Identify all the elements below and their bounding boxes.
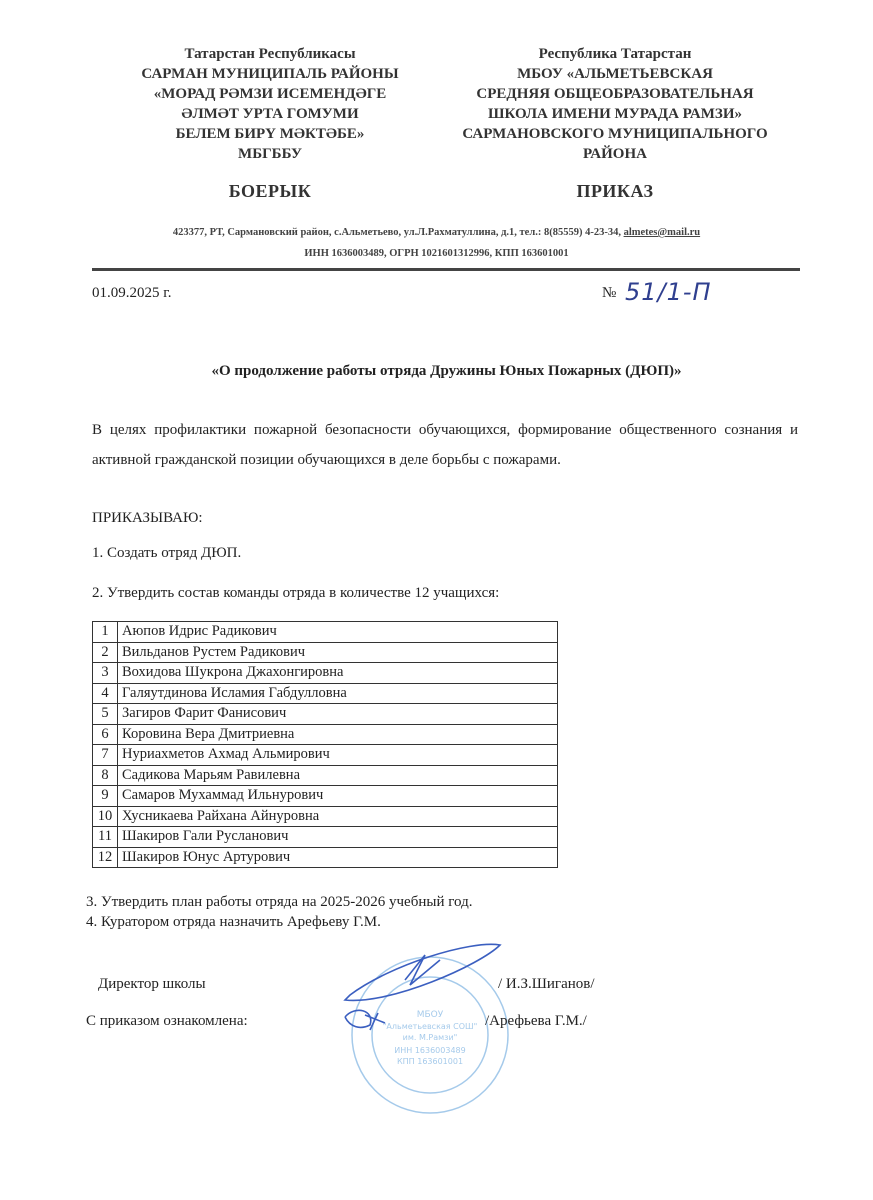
preamble: В целях профилактики пожарной безопасности обучающихся, формирование общественного сознания и активной гражданской позиции обучающихся в деле борьбы с пожарами.	[92, 422, 798, 468]
header-line: САРМАНОВСКОГО МУНИЦИПАЛЬНОГО	[462, 126, 768, 142]
header-line: МБОУ «АЛЬМЕТЬЕВСКАЯ	[517, 66, 713, 82]
header-line: Татарстан Республикасы	[184, 46, 356, 62]
header-line: Республика Татарстан	[538, 46, 692, 62]
member-name: Вохидова Шукрона Джахонгировна	[118, 663, 558, 684]
member-name: Садикова Марьям Равилевна	[118, 765, 558, 786]
header-line: МБГББУ	[238, 146, 302, 162]
member-name: Нуриахметов Ахмад Альмирович	[118, 745, 558, 766]
header-line: БЕЛЕМ БИРҮ МӘКТӘБЕ»	[175, 126, 365, 142]
order-item-1: 1. Создать отряд ДЮП.	[92, 545, 242, 561]
member-number: 7	[93, 745, 118, 766]
svg-text:МБОУ: МБОУ	[416, 1010, 444, 1020]
email-link[interactable]: almetes@mail.ru	[623, 227, 701, 238]
director-label: Директор школы	[98, 976, 206, 992]
table-row	[93, 642, 558, 663]
stamp-and-signature	[330, 935, 590, 1135]
member-number: 3	[93, 663, 118, 684]
order-number: 51/1-П	[625, 278, 712, 306]
order-item-4: 4. Куратором отряда назначить Арефьеву Г.М.	[86, 914, 381, 930]
table-row	[93, 765, 558, 786]
member-name: Самаров Мухаммад Ильнурович	[118, 786, 558, 807]
header-line: ШКОЛА ИМЕНИ МУРАДА РАМЗИ»	[487, 106, 743, 122]
table-row	[93, 827, 558, 848]
table-row	[93, 745, 558, 766]
table-row	[93, 704, 558, 725]
member-number: 9	[93, 786, 118, 807]
table-row	[93, 622, 558, 643]
table-row	[93, 806, 558, 827]
member-name: Шакиров Юнус Артурович	[118, 847, 558, 868]
order-number-label: №	[602, 285, 617, 301]
table-row	[93, 847, 558, 868]
member-number: 12	[93, 847, 118, 868]
header-line: «МОРАД РӘМЗИ ИСЕМЕНДӘГЕ	[153, 86, 387, 102]
member-number: 11	[93, 827, 118, 848]
member-name: Вильданов Рустем Радикович	[118, 642, 558, 663]
member-number: 5	[93, 704, 118, 725]
svg-text:им. М.Рамзи": им. М.Рамзи"	[402, 1033, 458, 1042]
member-number: 2	[93, 642, 118, 663]
member-name: Аюпов Идрис Радикович	[118, 622, 558, 643]
doc-title-tatar: БОЕРЫК	[228, 181, 312, 201]
order-date: 01.09.2025 г.	[92, 285, 172, 301]
header-line: СРЕДНЯЯ ОБЩЕОБРАЗОВАТЕЛЬНАЯ	[476, 86, 754, 102]
requisites: ИНН 1636003489, ОГРН 1021601312996, КПП 163601001	[304, 248, 569, 259]
doc-title-russian: ПРИКАЗ	[576, 181, 654, 201]
order-word: ПРИКАЗЫВАЮ:	[92, 510, 203, 526]
member-name: Шакиров Гали Русланович	[118, 827, 558, 848]
svg-text:КПП 163601001: КПП 163601001	[396, 1057, 464, 1066]
order-item-2: 2. Утвердить состав команды отряда в количестве 12 учащихся:	[92, 585, 500, 601]
member-number: 6	[93, 724, 118, 745]
header-line: ӘЛМӘТ УРТА ГОМУМИ	[181, 106, 359, 122]
svg-text:ИНН 1636003489: ИНН 1636003489	[394, 1046, 466, 1055]
header-line: РАЙОНА	[583, 146, 647, 162]
member-number: 1	[93, 622, 118, 643]
order-title: «О продолжение работы отряда Дружины Юных Пожарных (ДЮП)»	[211, 363, 682, 379]
member-name: Галяутдинова Исламия Габдулловна	[118, 683, 558, 704]
table-row	[93, 786, 558, 807]
member-name: Хусникаева Райхана Айнуровна	[118, 806, 558, 827]
header-left	[110, 44, 430, 201]
address-text: 423377, РТ, Сармановский район, с.Альметьево, ул.Л.Рахматуллина, д.1, тел.: 8(85559) 4-23-34,	[172, 227, 621, 238]
address	[0, 227, 873, 238]
header-divider	[92, 268, 800, 271]
table-row	[93, 663, 558, 684]
header-line: САРМАН МУНИЦИПАЛЬ РАЙОНЫ	[141, 66, 399, 82]
member-number: 8	[93, 765, 118, 786]
member-name: Загиров Фарит Фанисович	[118, 704, 558, 725]
members-table	[92, 621, 558, 868]
member-number: 4	[93, 683, 118, 704]
header-right	[440, 44, 790, 201]
acknowledged-name: /Арефьева Г.М./	[485, 1013, 587, 1029]
stamp-icon	[352, 957, 508, 1113]
director-name: / И.З.Шиганов/	[498, 976, 595, 992]
svg-text:"Альметьевская СОШ": "Альметьевская СОШ"	[382, 1022, 478, 1031]
member-name: Коровина Вера Дмитриевна	[118, 724, 558, 745]
order-item-3: 3. Утвердить план работы отряда на 2025-2026 учебный год.	[86, 894, 473, 910]
table-row	[93, 683, 558, 704]
acknowledged-label: С приказом ознакомлена:	[86, 1013, 248, 1029]
member-number: 10	[93, 806, 118, 827]
table-row	[93, 724, 558, 745]
